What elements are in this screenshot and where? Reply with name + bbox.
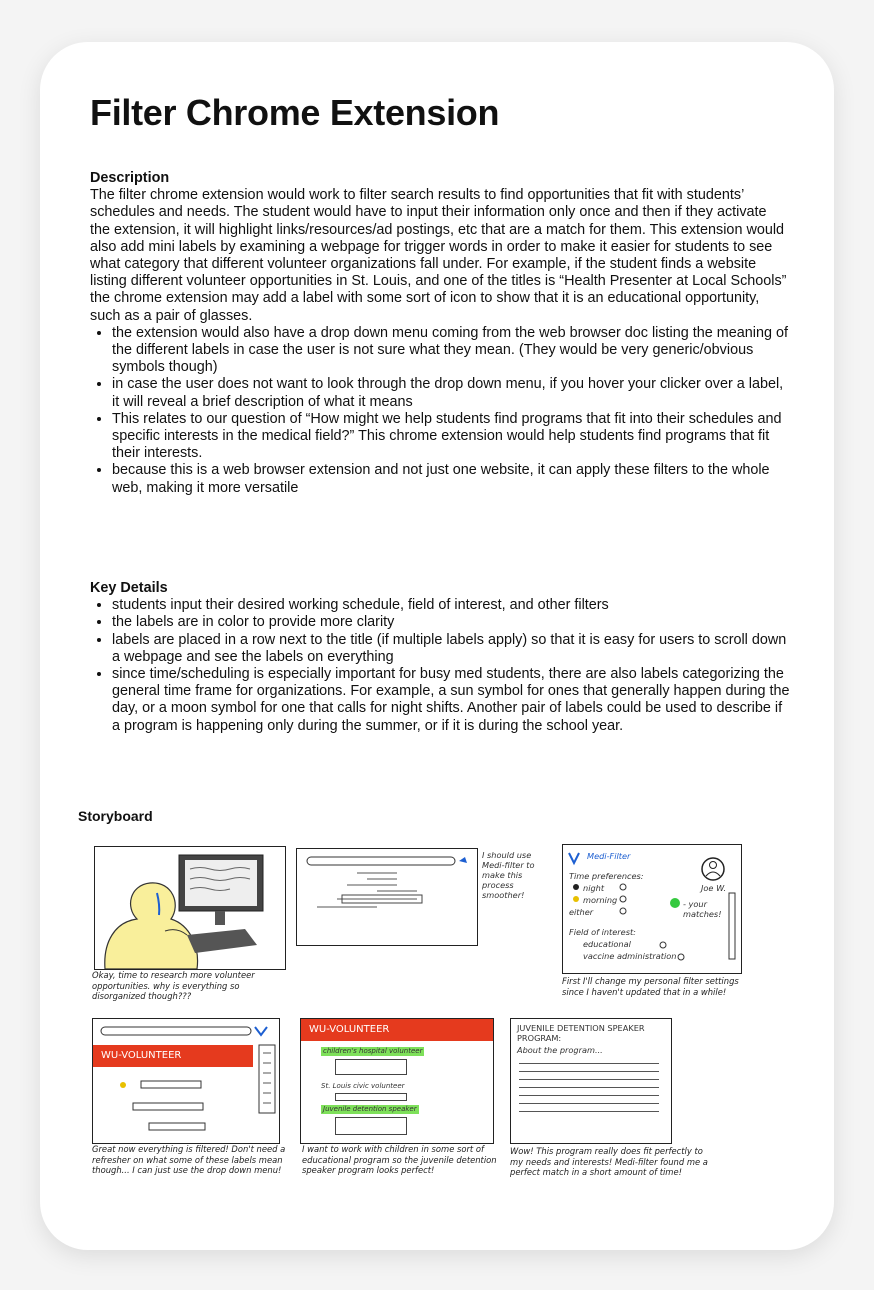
time-option-morning: morning — [583, 895, 618, 905]
list-item: • This relates to our question of “How might we help students find programs that fit into their schedules and specific interests in the medical field?” This chrome extension would help students find programs that fit their interests. — [112, 411, 790, 463]
list-item: • because this is a web browser extension and not just one website, it can apply these filters to the whole web, making it more versatile — [112, 462, 790, 496]
site-header: WU-VOLUNTEER — [301, 1019, 493, 1041]
field-interest-heading: Field of interest: — [569, 927, 636, 937]
panel-4-caption: Great now everything is filtered! Don't need a refresher on what some of these labels mean though... I can just use the drop down menu! — [92, 1144, 286, 1175]
site-header: WU-VOLUNTEER — [93, 1045, 253, 1067]
search-results-sketch — [297, 849, 477, 945]
listing-item: children's hospital volunteer — [323, 1047, 423, 1055]
list-item: • students input their desired working schedule, field of interest, and other filters — [112, 597, 790, 614]
time-option-either: either — [569, 907, 594, 917]
text-line — [519, 1095, 659, 1096]
text-line — [519, 1103, 659, 1104]
storyboard-panel-4 — [92, 1018, 280, 1144]
storyboard-heading: Storyboard — [78, 808, 153, 824]
storyboard-panel-3 — [562, 844, 742, 974]
text-line — [519, 1111, 659, 1112]
storyboard-panel-2 — [296, 848, 478, 946]
key-details-bullets — [90, 597, 790, 735]
program-title: JUVENILE DETENTION SPEAKER PROGRAM: — [517, 1023, 645, 1043]
listing-item: Juvenile detention speaker — [323, 1105, 417, 1113]
panel-3-caption: First I'll change my personal filter settings since I haven't updated that in a while! — [562, 976, 739, 997]
storyboard-panel-5 — [300, 1018, 494, 1144]
text-line — [519, 1087, 659, 1088]
text-line — [519, 1071, 659, 1072]
matches-legend: - your matches! — [683, 899, 722, 919]
description-heading: Description — [90, 170, 170, 186]
medi-filter-user: Joe W. — [701, 883, 727, 893]
time-preferences-heading: Time preferences: — [569, 871, 644, 881]
text-line — [519, 1063, 659, 1064]
page-title: Filter Chrome Extension — [90, 92, 500, 133]
field-option-educational: educational — [583, 939, 631, 949]
field-option-vaccine: vaccine administration — [583, 951, 677, 961]
key-details-section — [90, 580, 790, 735]
description-bullets — [90, 325, 790, 497]
browser-sketch — [93, 1019, 279, 1143]
listing-item: St. Louis civic volunteer — [321, 1082, 405, 1090]
time-option-night: night — [583, 883, 605, 893]
panel-2-note: I should use Medi-filter to make this process smoother! — [482, 850, 535, 900]
description-paragraph: The filter chrome extension would work to filter search results to find opportunities that fit with students’ schedules and needs. The student would have to input their information only once and then if they activate the extension, it will highlight links/resources/ad postings, etc that are a match for them. This extension would also add mini labels by examining a webpage for trigger words in order to make it easier for students to see what category that different volunteer organizations fall under. For example, if the student finds a website listing different volunteer opportunities in St. Louis, and one of the titles is “Health Presenter at Local Schools” the chrome extension may add a label with some sort of icon to show that it is an educational opportunity, such as a pair of glasses. — [90, 187, 787, 324]
listing-box — [335, 1093, 407, 1101]
storyboard-panel-6 — [510, 1018, 672, 1144]
listing-box — [335, 1117, 407, 1135]
program-subtitle: About the program... — [517, 1045, 603, 1055]
list-item: • the labels are in color to provide more clarity — [112, 614, 790, 631]
list-item: • the extension would also have a drop down menu coming from the web browser doc listing the meaning of the different labels in case the user is not sure what they mean. (They would be very generic/obvious symbols though) — [112, 325, 790, 377]
panel-6-caption: Wow! This program really does fit perfectly to my needs and interests! Medi-filter found me a perfect match in a short amount of time! — [510, 1146, 708, 1177]
panel-5-caption: I want to work with children in some sort of educational program so the juvenile detention speaker program looks perfect! — [302, 1144, 497, 1175]
text-line — [519, 1079, 659, 1080]
storyboard-panel-1 — [94, 846, 286, 970]
medi-filter-title: Medi-Filter — [587, 851, 631, 861]
person-at-computer-sketch — [95, 847, 285, 969]
list-item: • in case the user does not want to look through the drop down menu, if you hover your clicker over a label, it will reveal a brief description of what it means — [112, 376, 790, 410]
description-section — [90, 170, 790, 497]
panel-1-caption: Okay, time to research more volunteer opportunities. why is everything so disorganized though??? — [92, 970, 255, 1001]
key-details-heading: Key Details — [90, 580, 168, 596]
list-item: • since time/scheduling is especially important for busy med students, there are also labels categorizing the general time frame for organizations. For example, a sun symbol for ones that generally happen during the day, or a moon symbol for one that calls for night shifts. Another pair of labels could be used to describe if a program is happening only during the summer, or if it is during the school year. — [112, 666, 790, 735]
list-item: • labels are placed in a row next to the title (if multiple labels apply) so that it is easy for users to scroll down a webpage and see the labels on everything — [112, 632, 790, 666]
document-card — [40, 42, 834, 1250]
listing-box — [335, 1059, 407, 1075]
